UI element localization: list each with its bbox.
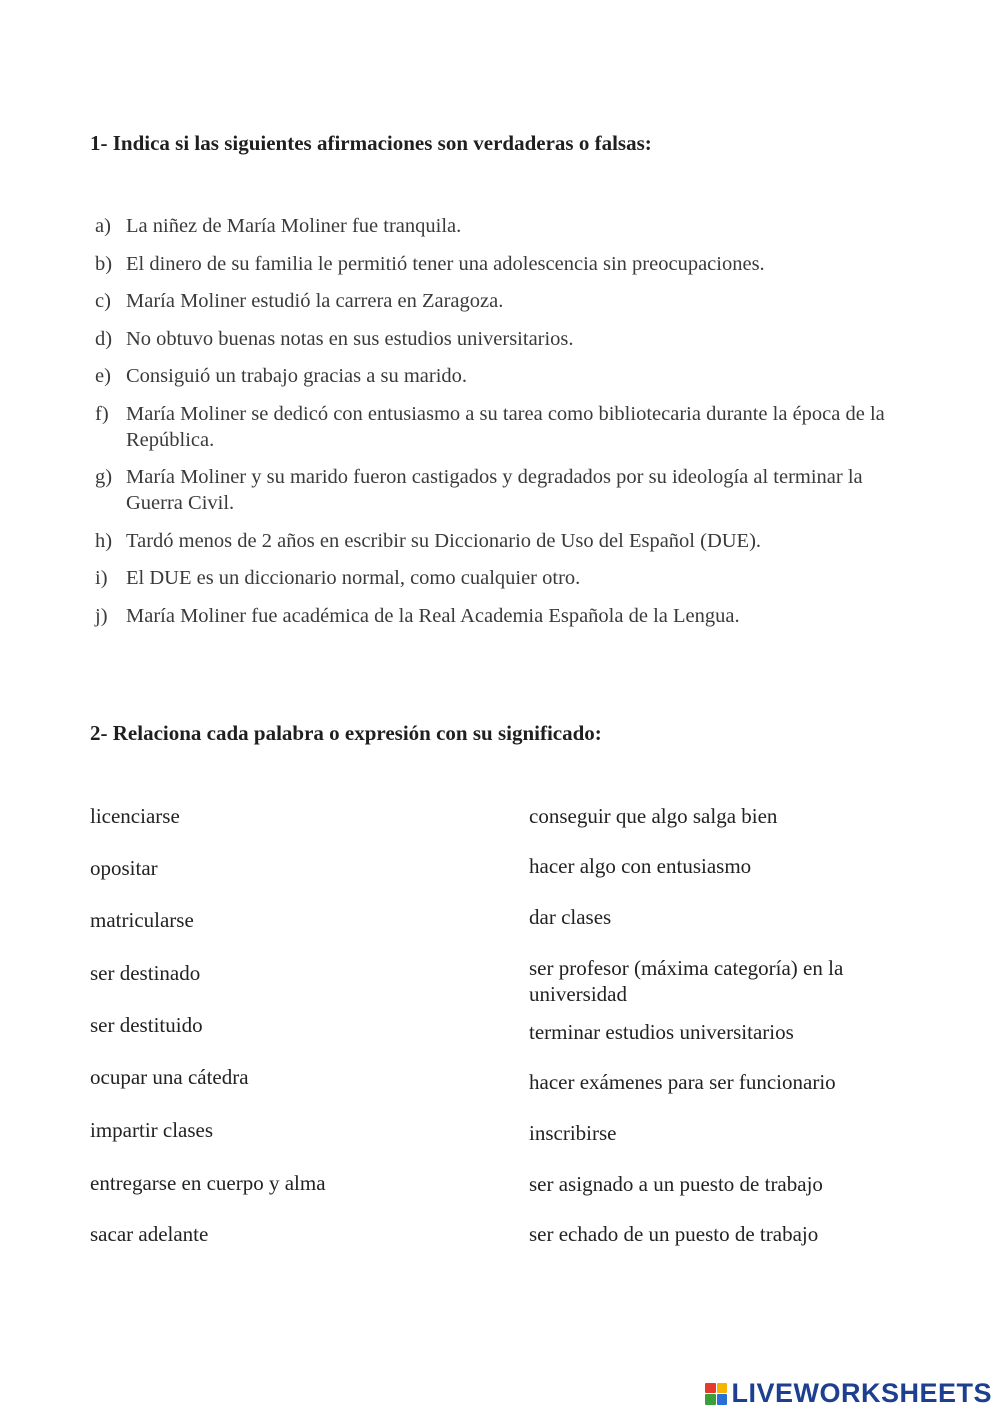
meaning-item: conseguir que algo salga bien [529, 804, 778, 828]
statement-e [95, 363, 895, 389]
statement-letter: d) [95, 327, 113, 350]
statement-text: El dinero de su familia le permitió tener una adolescencia sin preocupaciones. [126, 252, 765, 275]
statement-text: María Moliner estudió la carrera en Zaragoza. [126, 290, 504, 312]
section-1-heading: 1- Indica si las siguientes afirmaciones son verdaderas o falsas: [90, 131, 652, 155]
statement-b [95, 251, 895, 277]
statement-i [95, 565, 895, 591]
statement-a [95, 213, 895, 239]
word-item: impartir clases [90, 1118, 214, 1142]
word-item: ser destinado [90, 961, 201, 985]
word-item: licenciarse [90, 804, 180, 828]
logo-square-blue [717, 1394, 728, 1405]
statement-letter: h) [95, 529, 113, 552]
statement-c [95, 288, 895, 314]
statement-letter: g) [95, 466, 113, 488]
statement-letter: c) [95, 290, 111, 312]
statement-letter: e) [95, 365, 111, 387]
statement-text: Consiguió un trabajo gracias a su marido. [126, 365, 468, 387]
word-item: opositar [90, 856, 158, 880]
statement-j [95, 603, 895, 629]
logo-square-green [705, 1394, 716, 1405]
statement-letter: f) [95, 402, 109, 425]
liveworksheets-watermark [705, 1378, 992, 1409]
statement-text: María Moliner se dedicó con entusiasmo a su tarea como bibliotecaria durante la época de la República. [126, 402, 885, 451]
statement-text: No obtuvo buenas notas en sus estudios universitarios. [126, 327, 574, 350]
word-item: ser destituido [90, 1013, 203, 1037]
meaning-item: terminar estudios universitarios [529, 1020, 794, 1044]
statement-g [95, 464, 895, 516]
meaning-item: hacer algo con entusiasmo [529, 854, 752, 878]
statement-letter: j) [95, 604, 108, 627]
word-item: sacar adelante [90, 1222, 209, 1246]
meaning-item: hacer exámenes para ser funcionario [529, 1070, 836, 1094]
statement-letter: b) [95, 252, 113, 275]
statement-text: La niñez de María Moliner fue tranquila. [126, 215, 462, 237]
meaning-item: ser asignado a un puesto de trabajo [529, 1172, 823, 1196]
meaning-item: inscribirse [529, 1121, 617, 1145]
statement-letter: i) [95, 567, 108, 589]
statement-letter: a) [95, 215, 111, 237]
section-2-heading: 2- Relaciona cada palabra o expresión con su significado: [90, 721, 602, 745]
word-item: matricularse [90, 908, 194, 932]
logo-square-yellow [717, 1383, 728, 1394]
true-false-list [95, 213, 895, 640]
statement-f [95, 401, 895, 453]
statement-text: El DUE es un diccionario normal, como cualquier otro. [126, 567, 581, 589]
statement-text: María Moliner fue académica de la Real Academia Española de la Lengua. [126, 604, 740, 627]
meaning-item: ser profesor (máxima categoría) en la universidad [529, 956, 844, 1006]
liveworksheets-brand-text: LIVEWORKSHEETS [731, 1378, 992, 1408]
statement-text: María Moliner y su marido fueron castigados y degradados por su ideología al terminar la Guerra Civil. [126, 466, 863, 514]
word-item: ocupar una cátedra [90, 1065, 249, 1089]
meaning-item: ser echado de un puesto de trabajo [529, 1222, 819, 1246]
statement-text: Tardó menos de 2 años en escribir su Diccionario de Uso del Español (DUE). [126, 529, 762, 552]
liveworksheets-logo-icon [705, 1383, 727, 1405]
meaning-item: dar clases [529, 905, 612, 929]
word-item: entregarse en cuerpo y alma [90, 1171, 326, 1195]
statement-h [95, 528, 895, 554]
logo-square-red [705, 1383, 716, 1394]
statement-d [95, 326, 895, 352]
